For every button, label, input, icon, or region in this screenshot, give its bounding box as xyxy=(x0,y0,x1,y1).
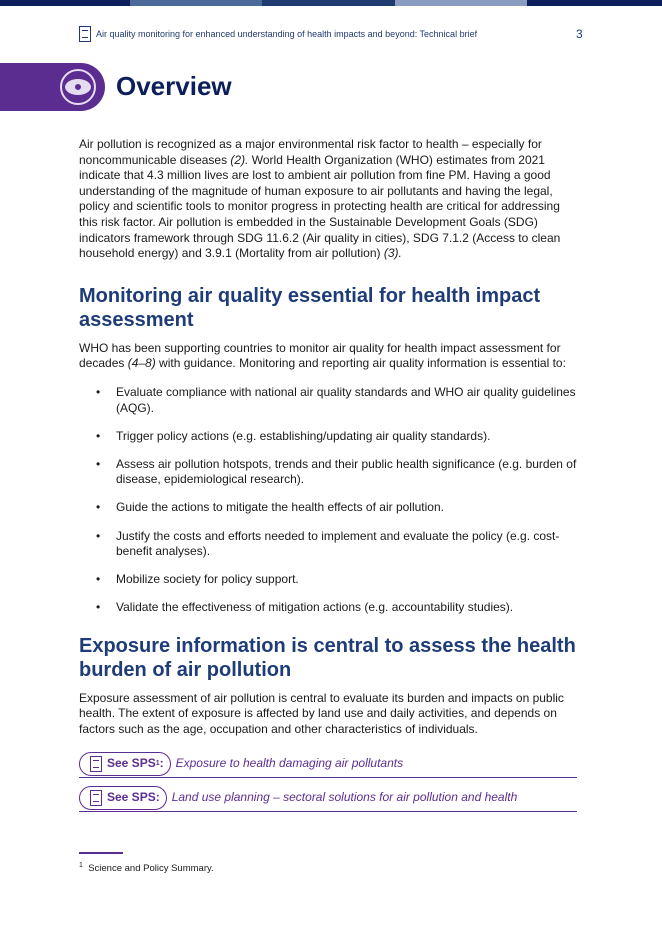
main-content xyxy=(79,137,579,812)
heading-monitoring: Monitoring air quality essential for health impact assessment xyxy=(79,284,541,331)
document-icon xyxy=(79,26,91,42)
page-number: 3 xyxy=(576,27,583,41)
eye-icon xyxy=(60,69,96,105)
running-header xyxy=(79,26,599,42)
document-icon xyxy=(90,790,102,806)
sps-badge: See SPS: xyxy=(79,786,167,810)
sps-badge: See SPS 1 : xyxy=(79,752,171,776)
list-item: • Justify the costs and efforts needed to implement and evaluate the policy (e.g. cost-benefit analyses). xyxy=(79,529,579,560)
footnote-divider xyxy=(79,852,123,854)
sps-link-exposure[interactable] xyxy=(79,752,577,778)
list-item: • Mobilize society for policy support. xyxy=(79,572,579,588)
intro-paragraph: Air pollution is recognized as a major environmental risk factor to health – especially for noncommunicable diseases (2). World Health Organization (WHO) estimates from 2021 indicate that 4.3 million lives are lost to ambient air pollution from fine PM. Having a good understanding of the magnitude of human exposure to air pollutants and having the legal, policy and scientific tools to monitor progress in protecting health are critical for addressing this risk factor. Air pollution is embedded in the Sustainable Development Goals (SDG) indicators framework through SDG 11.6.2 (Air quality in cities), SDG 7.1.2 (Access to clean household energy) and 3.9.1 (Mortality from air pollution) (3). xyxy=(79,137,561,261)
document-icon xyxy=(90,756,102,772)
list-item: • Guide the actions to mitigate the health effects of air pollution. xyxy=(79,500,579,516)
header-title: Air quality monitoring for enhanced understanding of health impacts and beyond: Technical brief xyxy=(96,29,478,39)
list-item: • Validate the effectiveness of mitigation actions (e.g. accountability studies). xyxy=(79,600,579,616)
section-title: Overview xyxy=(116,71,232,101)
sps-link-land-use[interactable] xyxy=(79,786,577,812)
top-color-bar xyxy=(0,0,662,6)
sps-link-text[interactable]: Exposure to health damaging air pollutants xyxy=(175,756,404,771)
list-item: • Assess air pollution hotspots, trends and their public health significance (e.g. burden of disease, epidemiological research). xyxy=(79,457,579,488)
monitoring-paragraph: WHO has been supporting countries to monitor air quality for health impact assessment for decades (4–8) with guidance. Monitoring and reporting air quality information is essential to: xyxy=(79,340,566,371)
footnote: $^1$ Science and Policy Summary. xyxy=(79,862,214,875)
list-item: • Evaluate compliance with national air quality standards and WHO air quality guidelines (AQG). xyxy=(79,385,579,416)
exposure-paragraph: Exposure assessment of air pollution is central to evaluate its burden and impacts on public health. The extent of exposure is affected by land use and daily activities, and depends on factors such as the age, occupation and other characteristics of individuals. xyxy=(79,690,564,737)
monitoring-list xyxy=(79,385,579,616)
sps-link-text[interactable]: Land use planning – sectoral solutions for air pollution and health xyxy=(171,790,518,805)
heading-exposure: Exposure information is central to assess the health burden of air pollution xyxy=(79,634,576,681)
list-item: • Trigger policy actions (e.g. establishing/updating air quality standards). xyxy=(79,429,579,445)
